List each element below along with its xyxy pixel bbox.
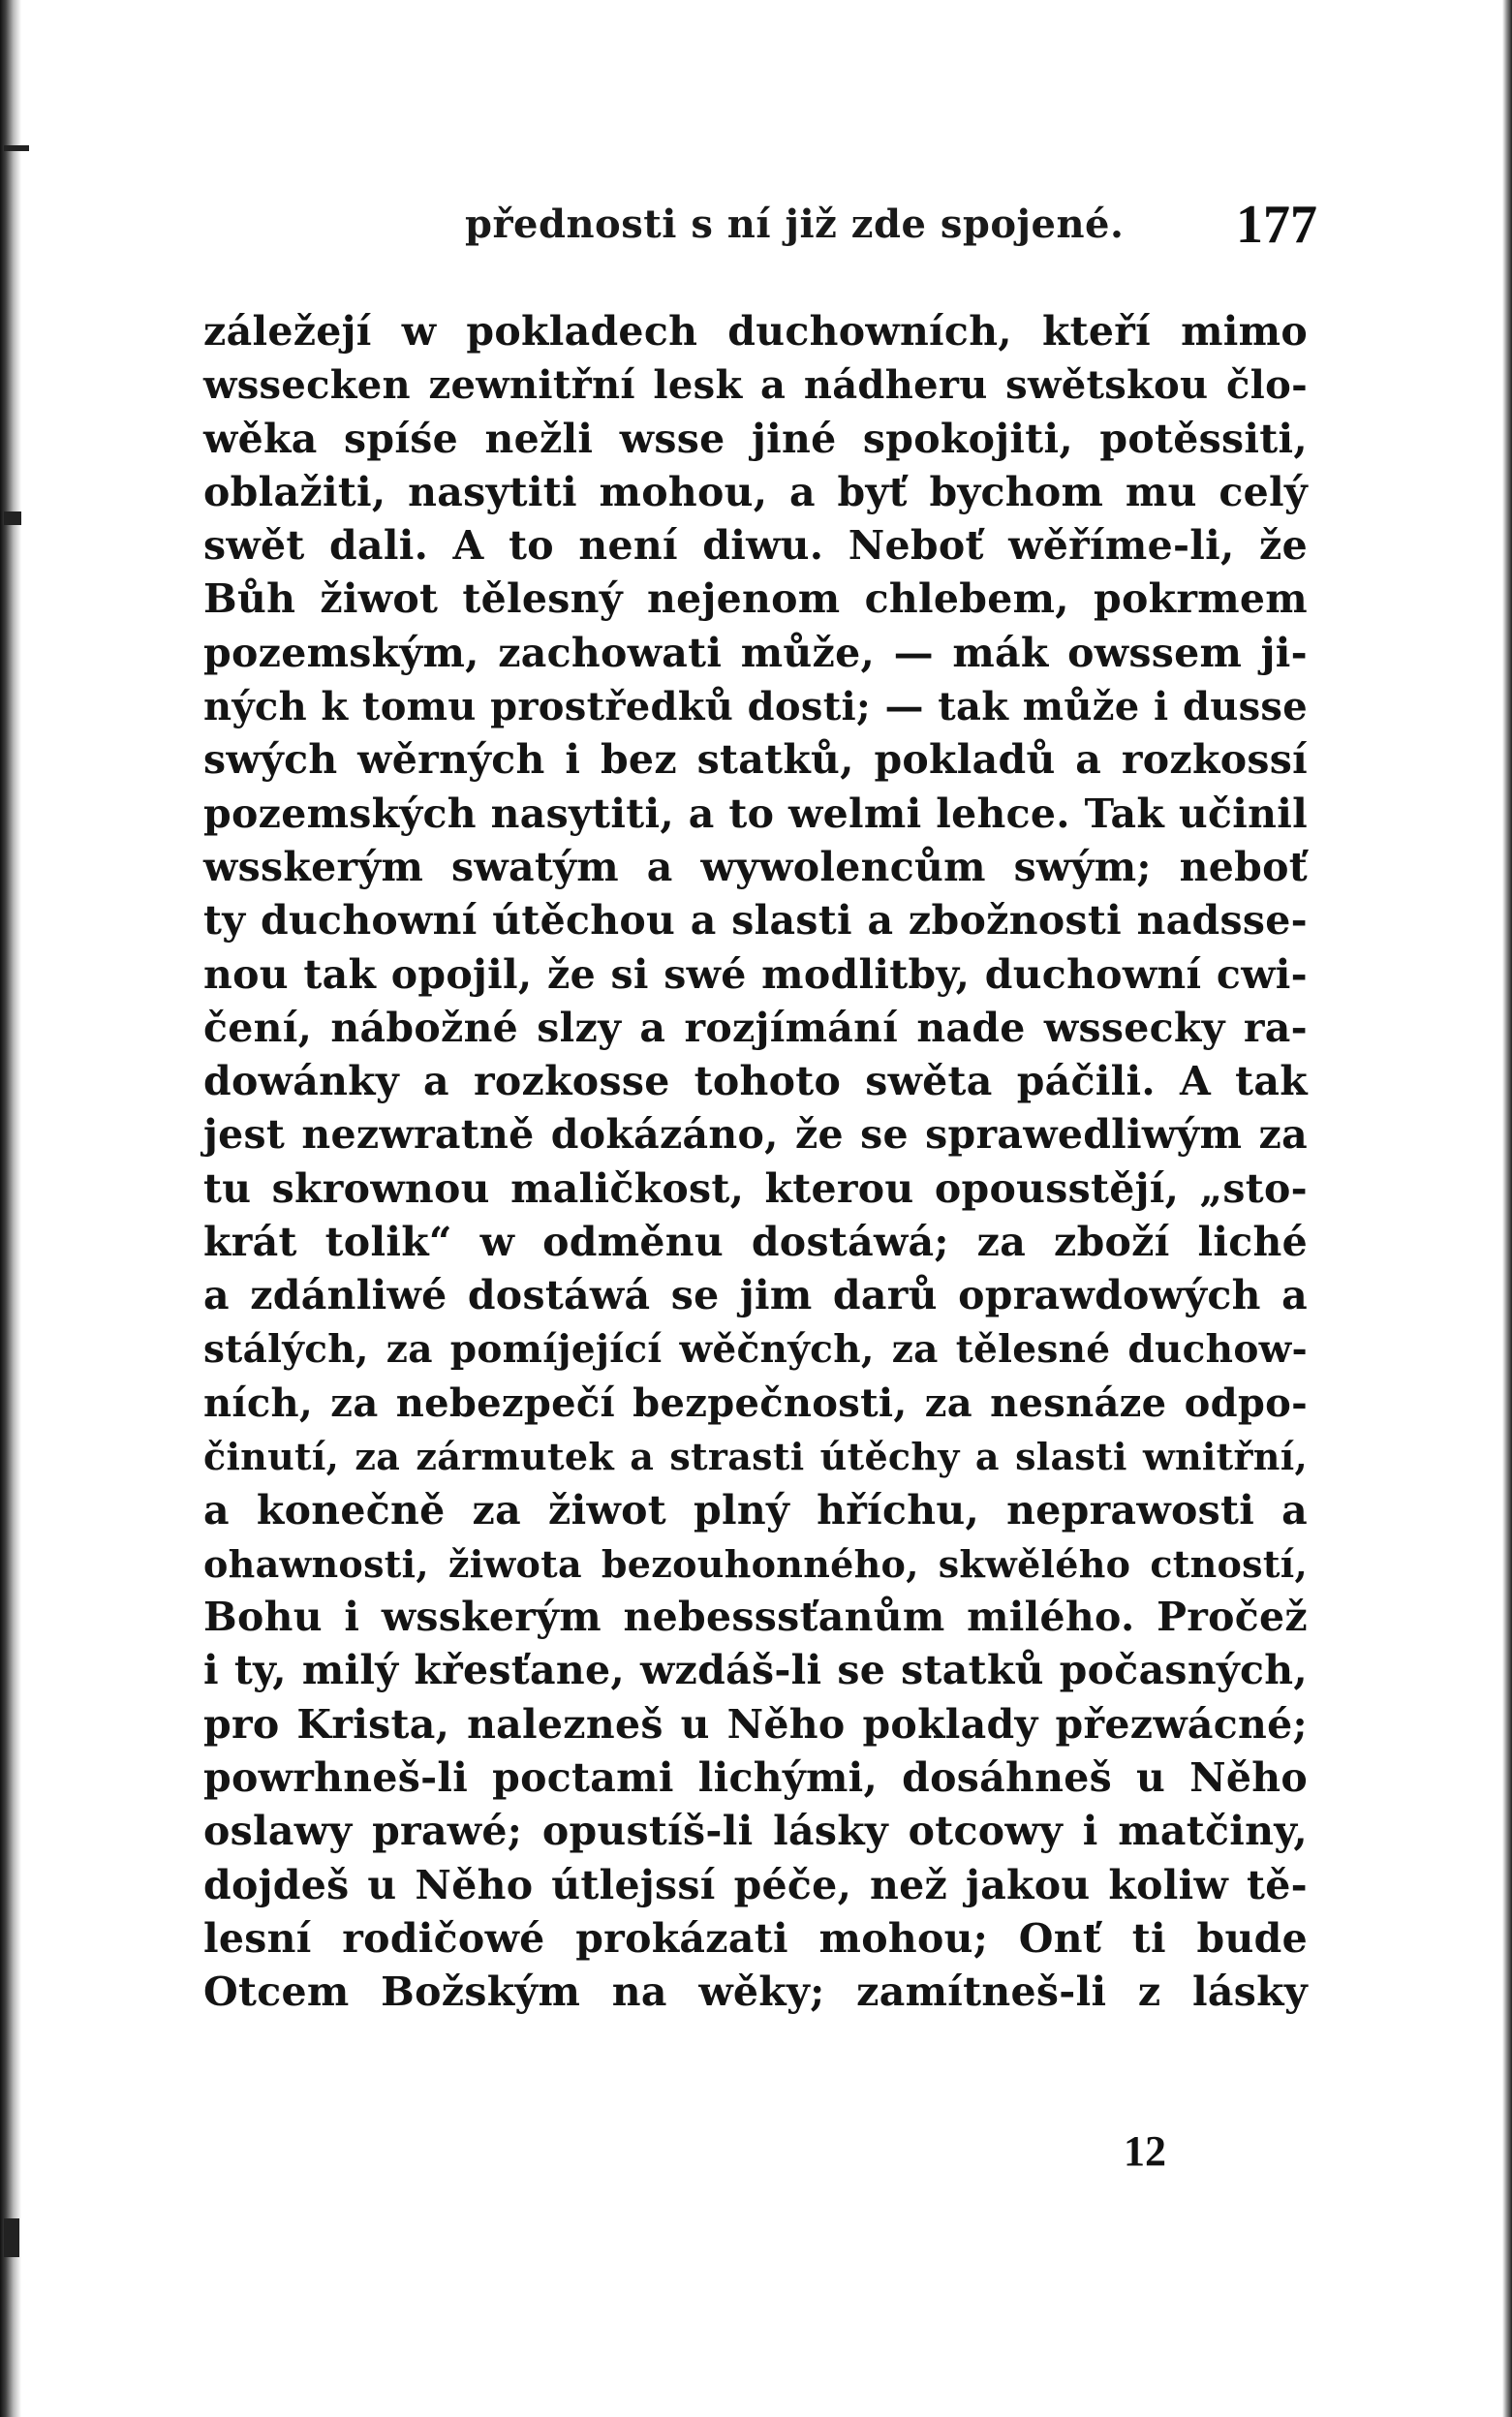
text-line: lesní rodičowé prokázati mohou; Onť ti bude xyxy=(203,1914,1308,1962)
text-line: pozemských nasytiti, a to welmi lehce. Tak učinil xyxy=(203,790,1308,837)
text-line: čení, nábožné slzy a rozjímání nade wssecky ra- xyxy=(203,1004,1308,1051)
text-line: swých wěrných i bez statků, pokladů a rozkossí xyxy=(203,736,1308,784)
text-line: ohawnosti, žiwota bezouhonného, skwělého ctností, xyxy=(203,1541,1308,1586)
text-line: krát tolik“ w odměnu dostáwá; za zboží liché xyxy=(203,1219,1308,1266)
page-left-edge-shadow xyxy=(0,0,21,2417)
text-line: a konečně za žiwot plný hříchu, neprawosti a xyxy=(203,1486,1308,1534)
page-number: 177 xyxy=(1236,195,1317,255)
text-line: dowánky a rozkosse tohoto swěta páčili. A tak xyxy=(203,1058,1308,1105)
text-line: dojdeš u Něho útlejssí péče, než jakou koliw tě- xyxy=(203,1861,1308,1908)
signature-mark: 12 xyxy=(1124,2127,1166,2175)
text-line: ných k tomu prostředků dosti; — tak může i dusse xyxy=(203,684,1308,730)
margin-mark-middle xyxy=(4,511,21,525)
text-line: swět dali. A to není diwu. Neboť wěříme-li, že xyxy=(203,522,1308,570)
text-line: záležejí w pokladech duchowních, kteří mimo xyxy=(203,308,1308,355)
text-line: stálých, za pomíjející wěčných, za tělesné duchow- xyxy=(203,1326,1308,1372)
text-line: a zdánliwé dostáwá se jim darů oprawdowých a xyxy=(203,1272,1308,1319)
text-line: powrhneš-li poctami lichými, dosáhneš u Něho xyxy=(203,1754,1308,1802)
text-line: wssecken zewnitřní lesk a nádheru swětskou člo- xyxy=(203,362,1308,409)
text-line: ních, za nebezpečí bezpečnosti, za nesnáze odpo- xyxy=(203,1379,1308,1426)
text-line: ty duchowní útěchou a slasti a zbožnosti nadsse- xyxy=(203,897,1308,945)
text-line: oblažiti, nasytiti mohou, a byť bychom mu celý xyxy=(203,468,1308,515)
text-line: činutí, za zármutek a strasti útěchy a slasti wnitřní, xyxy=(203,1435,1308,1479)
text-line: pozemským, zachowati může, — mák owssem ji- xyxy=(203,629,1308,676)
text-line: oslawy prawé; opustíš-li lásky otcowy i matčiny, xyxy=(203,1808,1308,1855)
text-line: Bohu i wsskerým nebesssťanům milého. Pročež xyxy=(203,1594,1308,1641)
margin-mark-top xyxy=(4,145,29,151)
text-line: wsskerým swatým a wywolencům swým; neboť xyxy=(203,843,1308,890)
text-line: i ty, milý křesťane, wzdáš-li se statků počasných, xyxy=(203,1647,1308,1694)
text-line: tu skrownou maličkost, kterou opousstějí, „sto- xyxy=(203,1164,1308,1212)
running-head: přednosti s ní již zde spojené. xyxy=(465,201,1125,247)
text-line: wěka spíśe nežli wsse jiné spokojiti, potěssiti, xyxy=(203,415,1308,462)
body-text xyxy=(203,305,1308,2020)
text-line: jest nezwratně dokázáno, že se sprawedliwým za xyxy=(203,1111,1308,1159)
page-header xyxy=(203,194,1317,271)
margin-mark-bottom xyxy=(4,2218,19,2257)
text-line: pro Krista, nalezneš u Něho poklady přezwácné; xyxy=(203,1700,1308,1748)
page-right-edge-shadow xyxy=(1502,0,1512,2417)
text-line: nou tak opojil, že si swé modlitby, duchowní cwi- xyxy=(203,950,1308,998)
text-line: Otcem Božským na wěky; zamítneš-li z lásky xyxy=(203,1968,1308,2016)
text-line: Bůh žiwot tělesný nejenom chlebem, pokrmem xyxy=(203,575,1308,623)
